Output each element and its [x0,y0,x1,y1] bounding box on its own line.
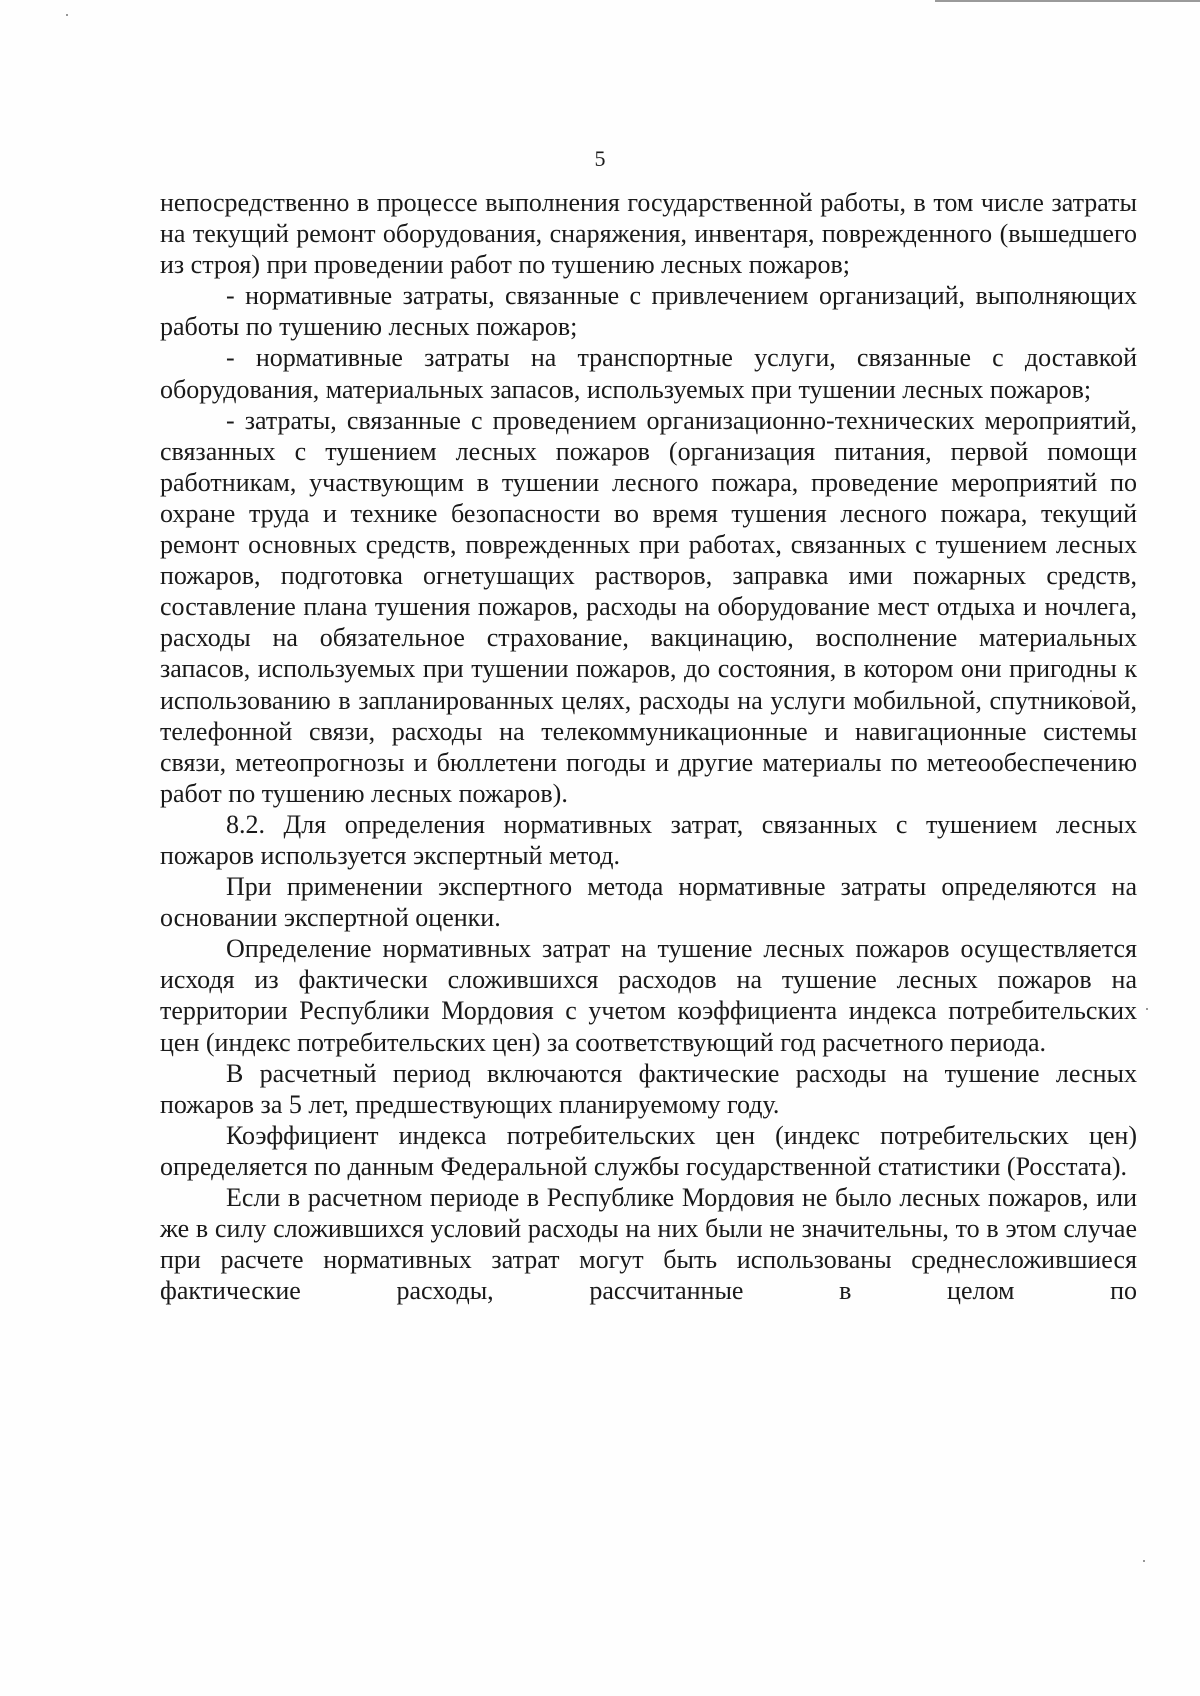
page-number: 5 [594,146,606,171]
scan-speck [66,14,68,16]
scan-edge-line [935,0,1200,2]
paragraph-definition: Определение нормативных затрат на тушение лесных пожаров осуществляется исходя из фактически сложившихся расходов на тушение лесных пожаров на территории Республики Мордовия с учетом коэффициента индекса потребительских цен (индекс потребительских цен) за соответствующий год расчетного периода. [160,934,1137,1057]
paragraph-bullet-transport: - нормативные затраты на транспортные услуги, связанные с доставкой оборудования, материальных запасов, используемых при тушении лесных пожаров; [160,343,1137,404]
scan-speck [1146,1008,1148,1010]
document-body [160,187,1137,1306]
paragraph-period: В расчетный период включаются фактические расходы на тушение лесных пожаров за 5 лет, предшествующих планируемому году. [160,1058,1137,1119]
scan-speck [1143,1560,1145,1562]
paragraph-expert-method: При применении экспертного метода нормативные затраты определяются на основании экспертной оценки. [160,872,1137,933]
paragraph-section-8-2: 8.2. Для определения нормативных затрат, связанных с тушением лесных пожаров используется экспертный метод. [160,809,1137,870]
paragraph-continuation: непосредственно в процессе выполнения государственной работы, в том числе затраты на текущий ремонт оборудования, снаряжения, инвентаря, поврежденного (вышедшего из строя) при проведении работ по тушению лесных пожаров; [160,188,1137,280]
paragraph-bullet-measures: - затраты, связанные с проведением организационно-технических мероприятий, связанных с тушением лесных пожаров (организация питания, первой помощи работникам, участвующим в тушении лесного пожара, проведение мероприятий по охране труда и технике безопасности во время тушения лесного пожара, текущий ремонт основных средств, поврежденных при работах, связанных с тушением лесных пожаров, подготовка огнетушащих растворов, заправка ими пожарных средств, составление плана тушения пожаров, расходы на оборудование мест отдыха и ночлега, расходы на обязательное страхование, вакцинацию, восполнение материальных запасов, используемых при тушении пожаров, до состояния, в котором они пригодны к использованию в запланированных целях, расходы на услуги мобильной, спутниковой, телефонной связи, расходы на телекоммуникационные и навигационные системы связи, метеопрогнозы и бюллетени погоды и другие материалы по метеообеспечению работ по тушению лесных пожаров). [160,405,1137,808]
paragraph-coefficient: Коэффициент индекса потребительских цен (индекс потребительских цен) определяется по данным Федеральной службы государственной статистики (Росстата). [160,1120,1137,1181]
paragraph-no-fires: Если в расчетном периоде в Республике Мордовия не было лесных пожаров, или же в силу сложившихся условий расходы на них были не значительны, то в этом случае при расчете нормативных затрат могут быть использованы среднесложившиеся фактические расходы, рассчитанные в целом по [160,1183,1137,1306]
paragraph-bullet-organizations: - нормативные затраты, связанные с привлечением организаций, выполняющих работы по тушению лесных пожаров; [160,281,1137,342]
